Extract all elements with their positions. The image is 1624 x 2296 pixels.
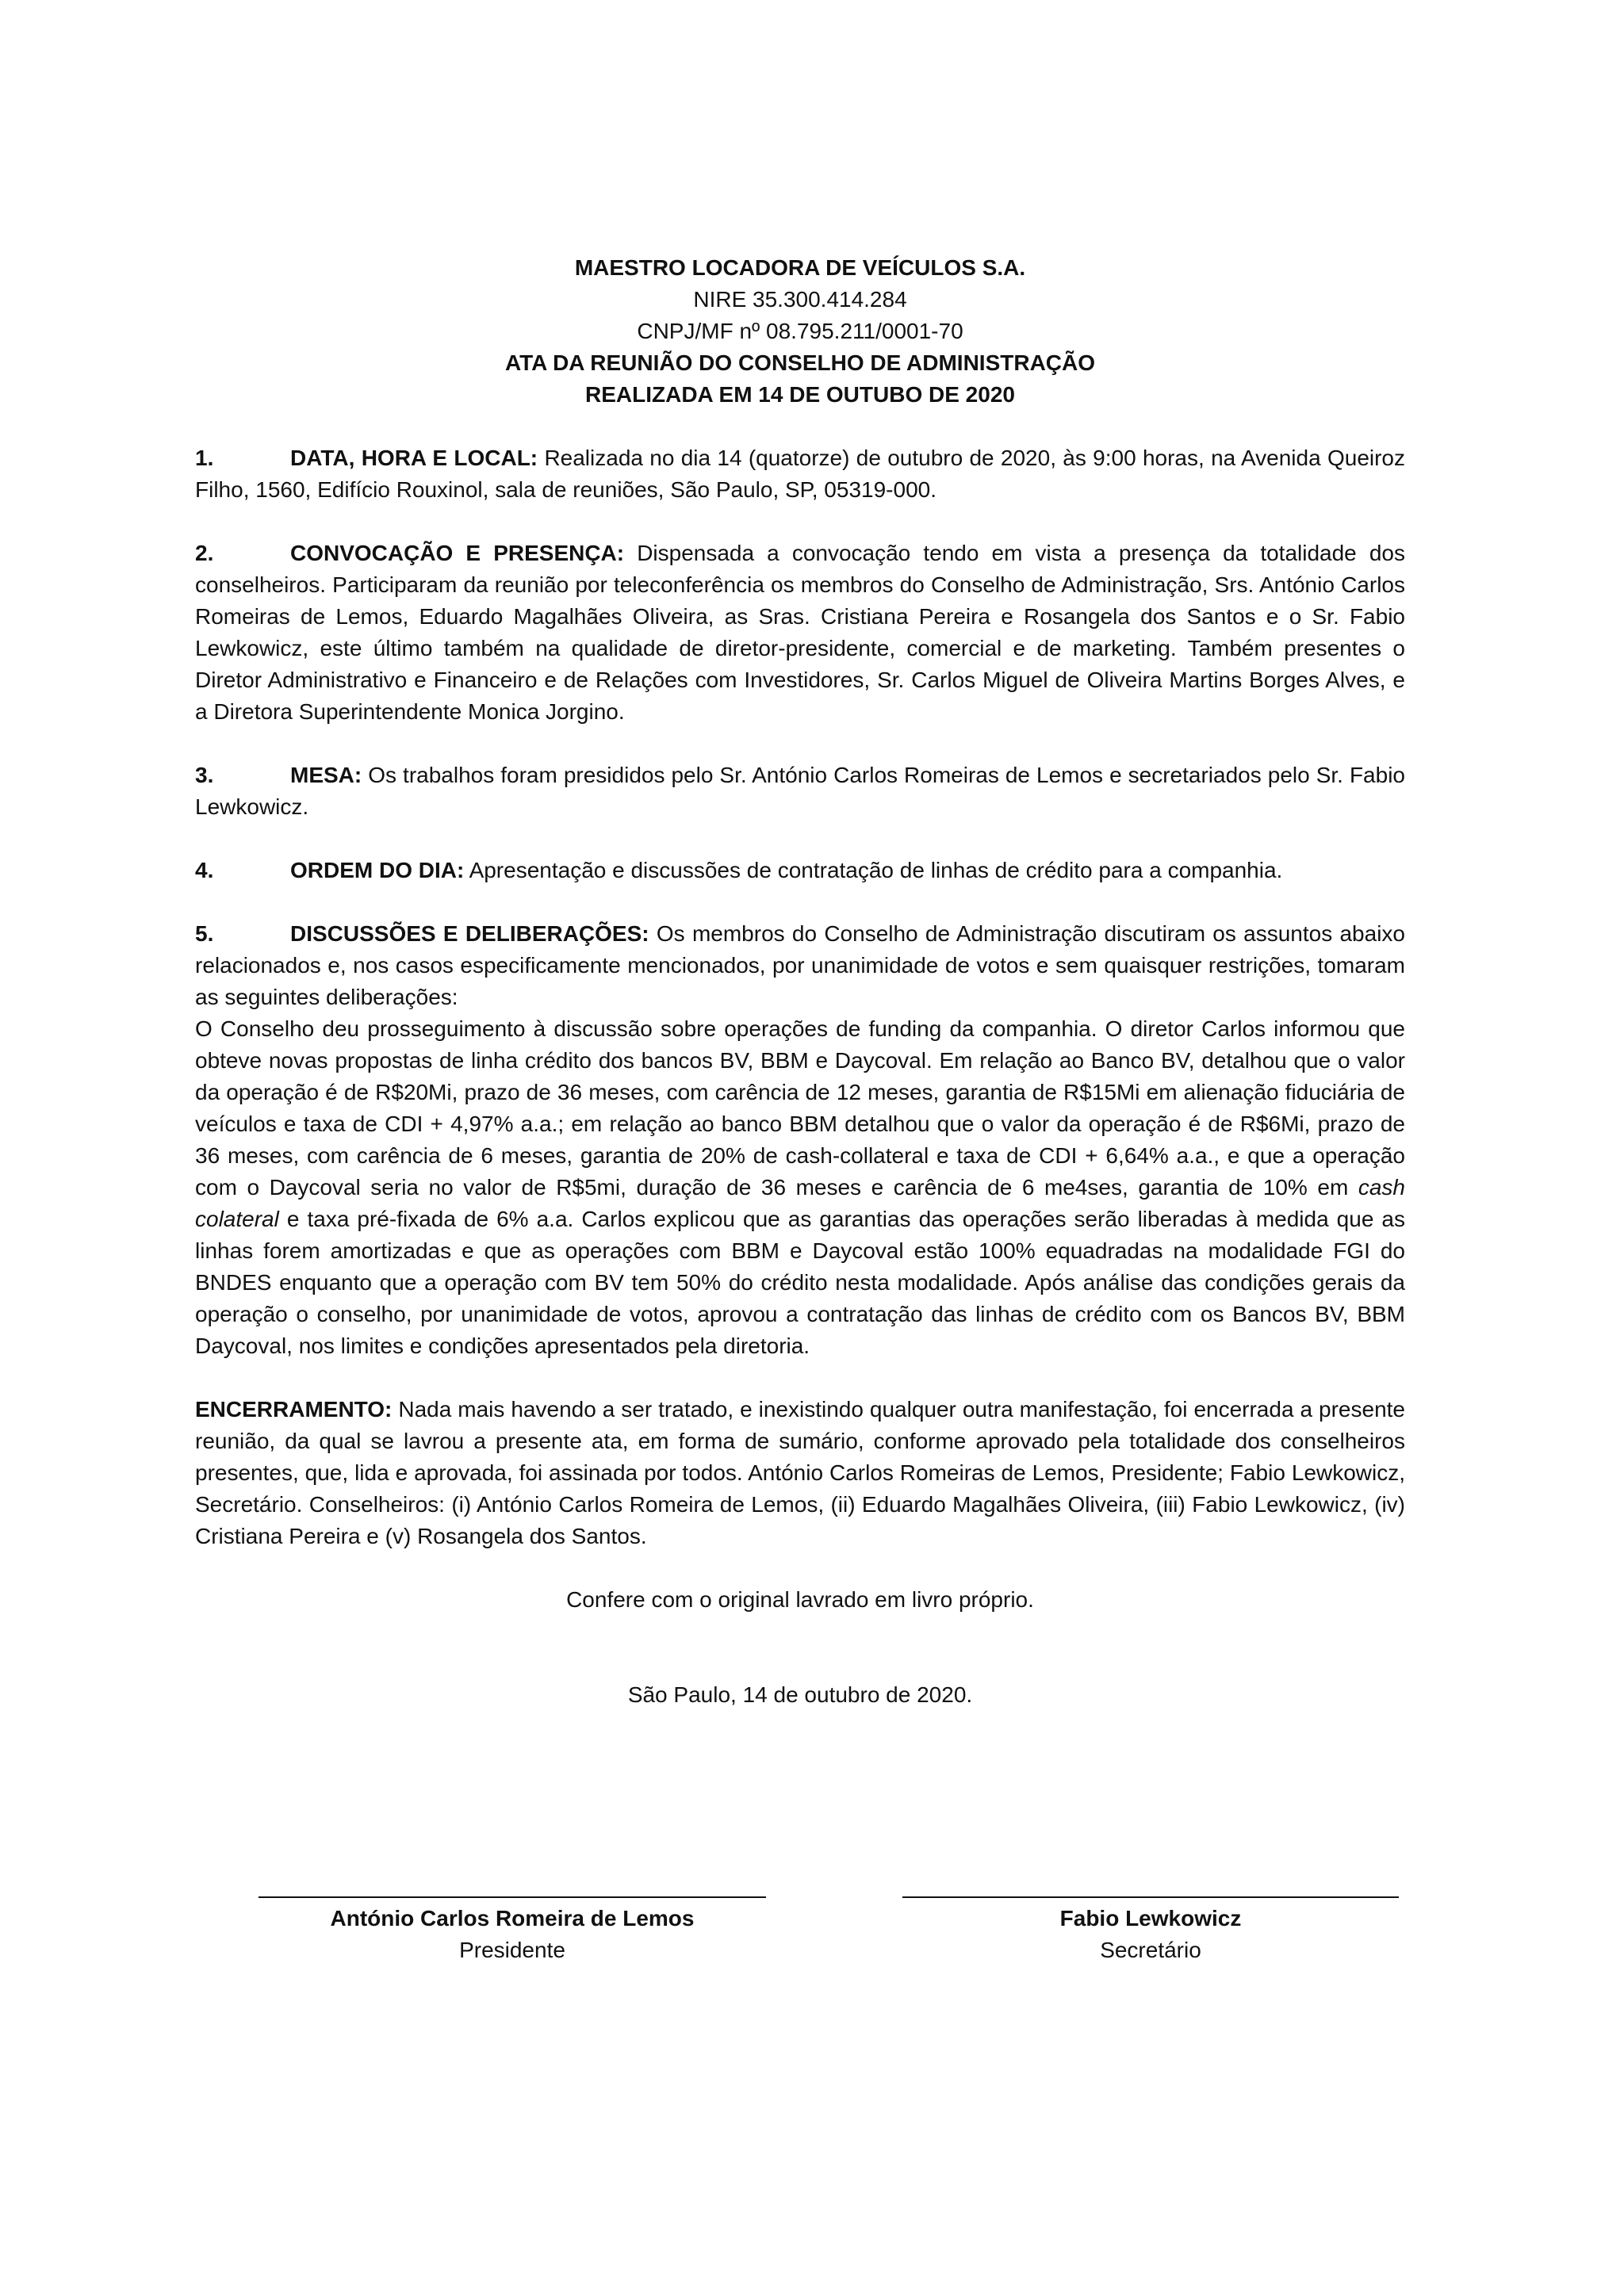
closing-heading: ENCERRAMENTO: (195, 1397, 393, 1422)
document-subtitle: REALIZADA EM 14 DE OUTUBO DE 2020 (585, 382, 1015, 407)
section-2-heading: CONVOCAÇÃO E PRESENÇA: (290, 541, 625, 565)
section-4-text: Apresentação e discussões de contratação de linhas de crédito para a companhia. (464, 858, 1283, 882)
company-name: MAESTRO LOCADORA DE VEÍCULOS S.A. (574, 255, 1026, 280)
president-name: António Carlos Romeira de Lemos (330, 1906, 695, 1931)
closing-section (195, 1394, 1405, 1552)
section-4-heading: ORDEM DO DIA: (290, 858, 465, 882)
section-1 (195, 442, 1405, 506)
signature-secretary (902, 1896, 1399, 1966)
section-5-body (195, 1013, 1405, 1362)
signature-line-secretary (902, 1896, 1399, 1898)
section-5-body-italic: cash colateral (195, 1175, 1405, 1231)
cnpj-number: CNPJ/MF nº 08.795.211/0001-70 (637, 319, 963, 343)
signature-block (195, 1896, 1405, 1992)
signature-president (259, 1896, 766, 1966)
section-4 (195, 855, 1405, 886)
secretary-name: Fabio Lewkowicz (1059, 1906, 1242, 1931)
section-5 (195, 918, 1405, 1362)
section-2-number: 2. (195, 541, 214, 565)
president-role: Presidente (459, 1938, 565, 1962)
section-4-number: 4. (195, 858, 214, 882)
place-date: São Paulo, 14 de outubro de 2020. (627, 1682, 973, 1707)
closing-text: Nada mais havendo a ser tratado, e inexistindo qualquer outra manifestação, foi encerrada a presente reunião, da qual se lavrou a presente ata, em forma de sumário, conforme aprovado pela totalidade dos conselheiros presentes, que, lida e aprovada, foi assinada por todos. António Carlos Romeiras de Lemos, Presidente; Fabio Lewkowicz, Secretário. Conselheiros: (i) António Carlos Romeira de Lemos, (ii) Eduardo Magalhães Oliveira, (iii) Fabio Lewkowicz, (iv) Cristiana Pereira e (v) Rosangela dos Santos. (195, 1397, 1405, 1548)
section-1-heading: DATA, HORA E LOCAL: (290, 446, 538, 470)
signature-line-president (259, 1896, 766, 1898)
document-title: ATA DA REUNIÃO DO CONSELHO DE ADMINISTRAÇÃO (504, 350, 1096, 375)
section-3 (195, 760, 1405, 823)
section-1-text: Realizada no dia 14 (quatorze) de outubro de 2020, às 9:00 horas, na Avenida Queiroz Filho, 1560, Edifício Rouxinol, sala de reuniões, São Paulo, SP, 05319-000. (195, 446, 1406, 502)
section-3-text: Os trabalhos foram presididos pelo Sr. António Carlos Romeiras de Lemos e secretariados pelo Sr. Fabio Lewkowicz. (195, 763, 1405, 819)
section-1-number: 1. (195, 446, 214, 470)
section-5-body-part2: e taxa pré-fixada de 6% a.a. Carlos explicou que as garantias das operações serão liberadas à medida que as linhas forem amortizadas e que as operações com BBM e Daycoval estão 100% equadradas na modalidade FGI do BNDES enquanto que a operação com BV tem 50% do crédito nesta modalidade. Após análise das condições gerais da operação o conselho, por unanimidade de votos, aprovou a contratação das linhas de crédito com os Bancos BV, BBM Daycoval, nos limites e condições apresentados pela diretoria. (195, 1207, 1405, 1358)
section-3-number: 3. (195, 763, 214, 787)
confere-statement: Confere com o original lavrado em livro próprio. (566, 1587, 1034, 1612)
section-5-body-part1: O Conselho deu prosseguimento à discussão sobre operações de funding da companhia. O diretor Carlos informou que obteve novas propostas de linha crédito dos bancos BV, BBM e Daycoval. Em relação ao Banco BV, detalhou que o valor da operação é de R$20Mi, prazo de 36 meses, com carência de 12 meses, garantia de R$15Mi em alienação fiduciária de veículos e taxa de CDI + 4,97% a.a.; em relação ao banco BBM detalhou que o valor da operação é de R$6Mi, prazo de 36 meses, com carência de 6 meses, garantia de 20% de cash-collateral e taxa de CDI + 6,64% a.a., e que a operação com o Daycoval seria no valor de R$5mi, duração de 36 meses e carência de 6 me4ses, garantia de 10% em (195, 1016, 1405, 1200)
section-5-intro: Os membros do Conselho de Administração discutiram os assuntos abaixo relacionados e, nos casos especificamente mencionados, por unanimidade de votos e sem quaisquer restrições, tomaram as seguintes deliberações: (195, 921, 1405, 1009)
nire-number: NIRE 35.300.414.284 (693, 287, 907, 312)
document-page (195, 252, 1405, 1711)
document-header (195, 252, 1405, 411)
section-5-number: 5. (195, 921, 214, 946)
section-2 (195, 538, 1405, 728)
secretary-role: Secretário (1100, 1938, 1201, 1962)
section-5-heading: DISCUSSÕES E DELIBERAÇÕES: (290, 921, 649, 946)
section-3-heading: MESA: (290, 763, 362, 787)
section-2-text: Dispensada a convocação tendo em vista a presença da totalidade dos conselheiros. Participaram da reunião por teleconferência os membros do Conselho de Administração, Srs. António Carlos Romeiras de Lemos, Eduardo Magalhães Oliveira, as Sras. Cristiana Pereira e Rosangela dos Santos e o Sr. Fabio Lewkowicz, este último também na qualidade de diretor-presidente, comercial e de marketing. Também presentes o Diretor Administrativo e Financeiro e de Relações com Investidores, Sr. Carlos Miguel de Oliveira Martins Borges Alves, e a Diretora Superintendente Monica Jorgino. (195, 541, 1405, 724)
